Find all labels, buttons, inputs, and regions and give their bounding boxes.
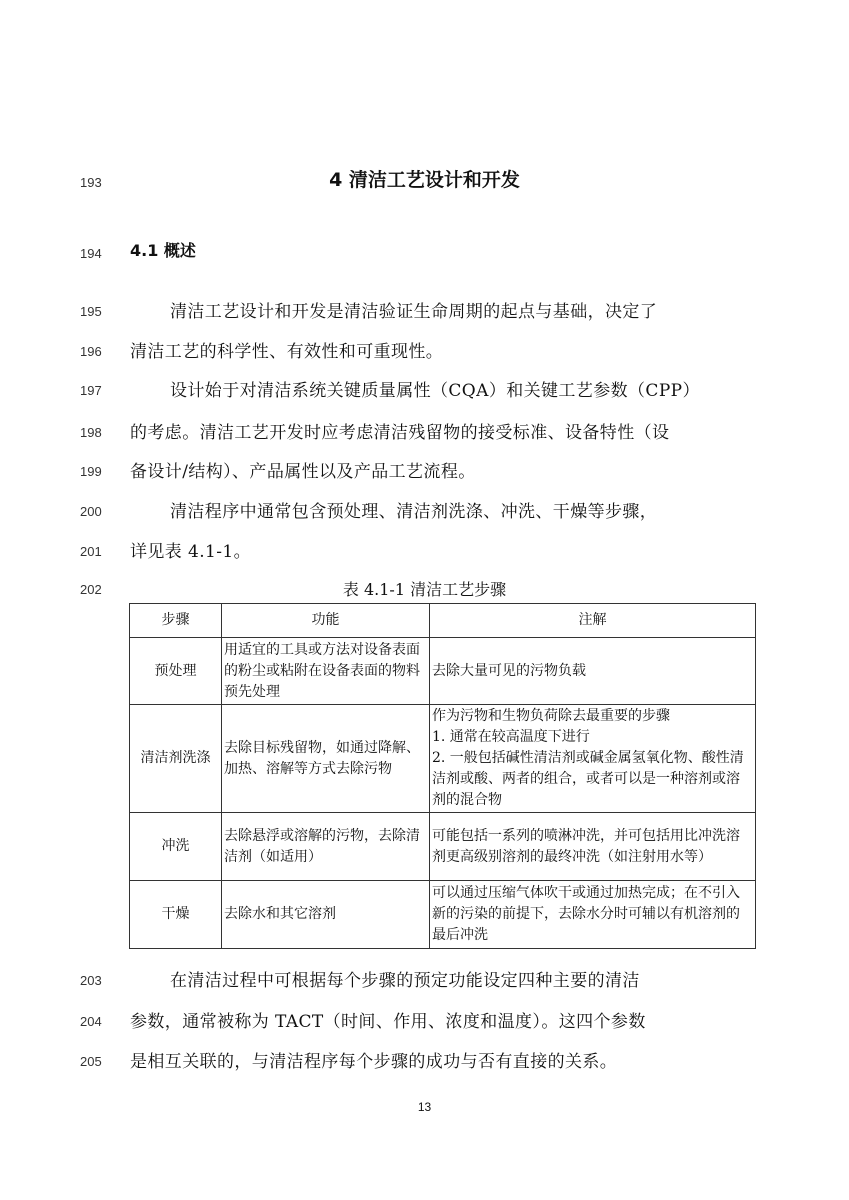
table-row	[130, 813, 756, 881]
cell-function: 去除目标残留物，如通过降解、加热、溶解等方式去除污物	[222, 705, 430, 813]
cell-step: 清洁剂洗涤	[130, 705, 222, 813]
cell-step: 预处理	[130, 638, 222, 705]
line-number: 196	[80, 344, 102, 359]
cell-function: 去除水和其它溶剂	[222, 881, 430, 949]
note-line: 可能包括一系列的喷淋冲洗，并可包括用比冲洗溶剂更高级别溶剂的最终冲洗（如注射用水等）	[432, 827, 740, 865]
note-line: 1. 通常在较高温度下进行	[432, 729, 590, 745]
line-number: 195	[80, 304, 102, 319]
line-number: 205	[80, 1054, 102, 1069]
table-row	[130, 881, 756, 949]
paragraph-line: 的考虑。清洁工艺开发时应考虑清洁残留物的接受标准、设备特性（设	[130, 423, 670, 443]
paragraph-line: 详见表 4.1-1。	[130, 542, 251, 562]
line-number: 199	[80, 464, 102, 479]
cleaning-steps-table	[129, 603, 756, 949]
cell-function: 用适宜的工具或方法对设备表面的粉尘或粘附在设备表面的物料预先处理	[222, 638, 430, 705]
line-number: 194	[80, 246, 102, 261]
line-number: 197	[80, 383, 102, 398]
paragraph-line: 在清洁过程中可根据每个步骤的预定功能设定四种主要的清洁	[170, 971, 640, 991]
note-line: 可以通过压缩气体吹干或通过加热完成；在不引入新的污染的前提下，去除水分时可辅以有机溶剂的最后冲洗	[432, 885, 740, 943]
chapter-title: 4 清洁工艺设计和开发	[329, 169, 520, 191]
paragraph-line: 清洁工艺的科学性、有效性和可重现性。	[130, 342, 444, 362]
cell-notes	[430, 638, 756, 705]
header-step: 步骤	[130, 604, 222, 638]
line-number: 204	[80, 1014, 102, 1029]
table-row	[130, 638, 756, 705]
line-number: 203	[80, 973, 102, 988]
cell-notes	[430, 705, 756, 813]
note-line: 2. 一般包括碱性清洁剂或碱金属氢氧化物、酸性清洁剂或酸、两者的组合，或者可以是一种溶剂或溶剂的混合物	[432, 750, 744, 808]
cell-function: 去除悬浮或溶解的污物，去除清洁剂（如适用）	[222, 813, 430, 881]
table-caption: 表 4.1-1 清洁工艺步骤	[342, 580, 507, 599]
cell-notes	[430, 881, 756, 949]
paragraph-line: 是相互关联的，与清洁程序每个步骤的成功与否有直接的关系。	[130, 1052, 618, 1072]
paragraph-line: 清洁程序中通常包含预处理、清洁剂洗涤、冲洗、干燥等步骤，	[170, 502, 658, 522]
table-row	[130, 705, 756, 813]
paragraph-line: 备设计/结构）、产品属性以及产品工艺流程。	[130, 462, 476, 482]
paragraph-line: 设计始于对清洁系统关键质量属性（CQA）和关键工艺参数（CPP）	[170, 381, 700, 401]
paragraph-line: 参数，通常被称为 TACT（时间、作用、浓度和温度）。这四个参数	[130, 1012, 646, 1032]
cell-notes	[430, 813, 756, 881]
cell-step: 冲洗	[130, 813, 222, 881]
line-number: 201	[80, 544, 102, 559]
line-number: 193	[80, 175, 102, 190]
line-number: 202	[80, 582, 102, 597]
paragraph-line: 清洁工艺设计和开发是清洁验证生命周期的起点与基础，决定了	[170, 302, 658, 322]
section-title: 4.1 概述	[130, 241, 196, 260]
header-notes: 注解	[430, 604, 756, 638]
line-number: 198	[80, 425, 102, 440]
table-header-row	[130, 604, 756, 638]
note-line: 去除大量可见的污物负载	[432, 662, 586, 679]
header-function: 功能	[222, 604, 430, 638]
note-line: 作为污物和生物负荷除去最重要的步骤	[432, 708, 670, 724]
cell-step: 干燥	[130, 881, 222, 949]
page-number: 13	[417, 1100, 432, 1114]
line-number: 200	[80, 504, 102, 519]
